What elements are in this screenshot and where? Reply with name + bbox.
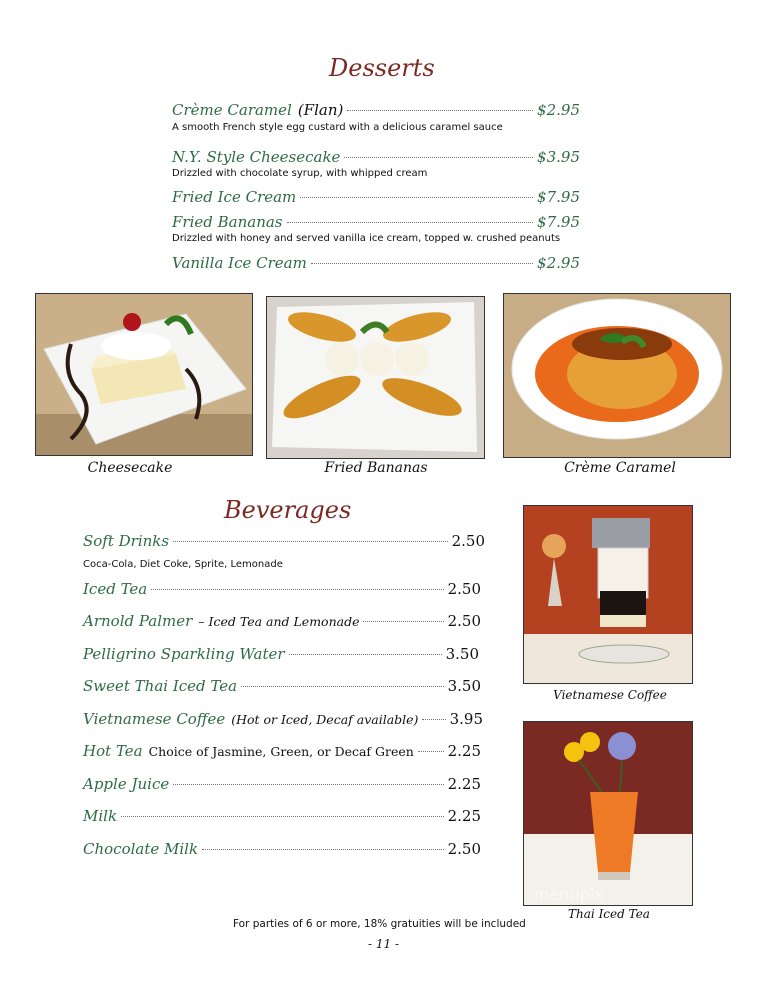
leader-dots: [241, 686, 444, 687]
item-name: Pelligrino Sparkling Water: [83, 645, 285, 663]
item-name: Apple Juice: [83, 775, 170, 793]
item-price: 3.50: [445, 645, 479, 663]
watermark-text: menupix: [534, 885, 604, 904]
thai-iced-tea-photo: [523, 721, 693, 906]
menu-item-fried-ice-cream: [172, 188, 580, 206]
leader-dots: [121, 816, 444, 817]
item-description: Drizzled with chocolate syrup, with whipped cream: [172, 168, 428, 179]
menu-item-sweet-thai-iced-tea: [83, 677, 481, 695]
menu-item-milk: [83, 807, 481, 825]
leader-dots: [344, 157, 533, 158]
menu-item-fried-bananas: [172, 213, 580, 231]
item-name: N.Y. Style Cheesecake: [172, 148, 341, 166]
photo-caption: Vietnamese Coffee: [553, 688, 667, 702]
item-price: $7.95: [537, 188, 580, 206]
item-name: Sweet Thai Iced Tea: [83, 677, 238, 695]
menu-item-arnold-palmer: [83, 612, 481, 630]
item-name: Hot Tea: [83, 742, 143, 760]
photo-caption: Thai Iced Tea: [568, 907, 650, 921]
item-name: Chocolate Milk: [83, 840, 199, 858]
leader-dots: [289, 654, 442, 655]
leader-dots: [311, 263, 533, 264]
item-price: 2.25: [447, 775, 481, 793]
item-name: Vanilla Ice Cream: [172, 254, 307, 272]
item-extra: (Hot or Iced, Decaf available): [231, 712, 419, 727]
photo-caption: Cheesecake: [87, 460, 173, 476]
page-number: - 11 -: [368, 937, 400, 951]
item-price: 3.95: [449, 710, 483, 728]
item-price: 2.25: [447, 807, 481, 825]
fried-bananas-photo: [266, 296, 485, 459]
item-name: Crème Caramel: [172, 101, 292, 119]
leader-dots: [173, 784, 443, 785]
creme-caramel-photo: [503, 293, 731, 458]
item-price: 2.25: [447, 742, 481, 760]
menu-item-vanilla-ice-cream: [172, 254, 580, 272]
leader-dots: [347, 110, 533, 111]
menu-item-chocolate-milk: [83, 840, 481, 858]
cheesecake-photo: [35, 293, 253, 456]
menu-item-cheesecake: [172, 148, 580, 166]
beverages-heading: Beverages: [224, 496, 352, 524]
item-price: $2.95: [537, 101, 580, 119]
menu-item-vietnamese-coffee: [83, 710, 483, 728]
leader-dots: [363, 621, 443, 622]
item-extra: – Iced Tea and Lemonade: [198, 614, 360, 629]
item-price: 3.50: [447, 677, 481, 695]
item-extra: Choice of Jasmine, Green, or Decaf Green: [148, 744, 414, 759]
item-name: Soft Drinks: [83, 532, 170, 550]
item-price: 2.50: [447, 840, 481, 858]
item-name: Milk: [83, 807, 118, 825]
item-price: $3.95: [537, 148, 580, 166]
vietnamese-coffee-photo: [523, 505, 693, 684]
leader-dots: [173, 541, 447, 542]
leader-dots: [300, 197, 533, 198]
menu-item-pellegrino: [83, 645, 479, 663]
item-description: Coca-Cola, Diet Coke, Sprite, Lemonade: [83, 559, 283, 570]
menu-item-creme-caramel: [172, 101, 580, 119]
item-price: $7.95: [537, 213, 580, 231]
menu-item-hot-tea: [83, 742, 481, 760]
gratuity-note: For parties of 6 or more, 18% gratuities will be included: [233, 918, 526, 930]
item-price: $2.95: [537, 254, 580, 272]
item-price: 2.50: [451, 532, 485, 550]
item-name: Fried Bananas: [172, 213, 283, 231]
leader-dots: [287, 222, 534, 223]
leader-dots: [202, 849, 444, 850]
leader-dots: [151, 589, 443, 590]
item-name: Arnold Palmer: [83, 612, 193, 630]
menu-item-apple-juice: [83, 775, 481, 793]
photo-caption: Fried Bananas: [324, 460, 428, 476]
item-name: Fried Ice Cream: [172, 188, 297, 206]
menu-item-iced-tea: [83, 580, 481, 598]
menu-item-soft-drinks: [83, 532, 485, 550]
item-price: 2.50: [447, 612, 481, 630]
item-name: Vietnamese Coffee: [83, 710, 226, 728]
item-price: 2.50: [447, 580, 481, 598]
photo-caption: Crème Caramel: [564, 460, 676, 476]
leader-dots: [422, 719, 445, 720]
item-description: Drizzled with honey and served vanilla ice cream, topped w. crushed peanuts: [172, 233, 561, 244]
item-name: Iced Tea: [83, 580, 148, 598]
item-description: A smooth French style egg custard with a delicious caramel sauce: [172, 122, 503, 133]
desserts-heading: Desserts: [329, 54, 435, 82]
leader-dots: [418, 751, 444, 752]
item-extra: (Flan): [297, 101, 344, 119]
